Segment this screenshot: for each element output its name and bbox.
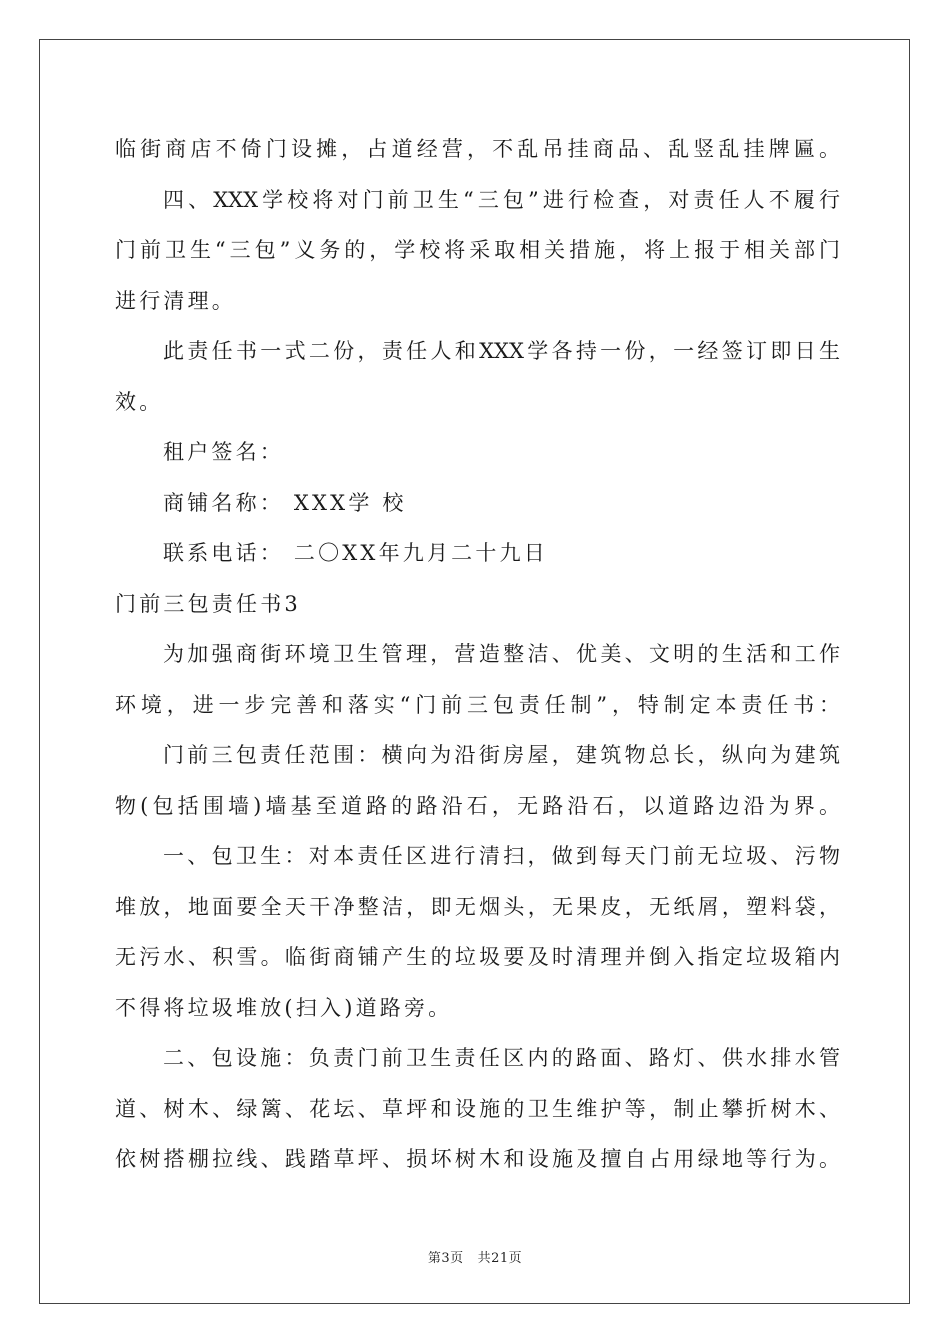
signature-field-phone: 联系电话： 二〇XX年九月二十九日 — [163, 541, 548, 565]
page-number: 第3页 — [427, 1251, 464, 1266]
document-body — [115, 124, 840, 1185]
paragraph-line: 环境，进一步完善和落实“门前三包责任制”，特制定本责任书： — [115, 692, 840, 717]
paragraph-line: 一、包卫生：对本责任区进行清扫，做到每天门前无垃圾、污物 — [163, 844, 840, 868]
paragraph-line: 门前卫生“三包”义务的，学校将采取相关措施，将上报于相关部门 — [115, 238, 840, 262]
paragraph-line: 物(包括围墙)墙基至道路的路沿石，无路沿石，以道路边沿为界。 — [115, 793, 840, 818]
paragraph-line: 临街商店不倚门设摊，占道经营，不乱吊挂商品、乱竖乱挂牌匾。 — [115, 137, 840, 161]
paragraph-line: 无污水、积雪。临街商铺产生的垃圾要及时清理并倒入指定垃圾箱内 — [115, 945, 840, 969]
paragraph-line: 不得将垃圾堆放(扫入)道路旁。 — [115, 995, 453, 1020]
paragraph-line: 二、包设施：负责门前卫生责任区内的路面、路灯、供水排水管 — [163, 1046, 840, 1070]
paragraph-line: 道、树木、绿篱、花坛、草坪和设施的卫生维护等，制止攀折树木、 — [115, 1096, 840, 1121]
paragraph-line: 堆放，地面要全天干净整洁，即无烟头，无果皮，无纸屑，塑料袋， — [115, 894, 840, 919]
signature-field-tenant: 租户签名： — [163, 440, 284, 464]
section-title: 门前三包责任书3 — [115, 591, 301, 616]
paragraph-line: 依树搭棚拉线、践踏草坪、损坏树木和设施及擅自占用绿地等行为。 — [115, 1147, 840, 1171]
signature-field-shop: 商铺名称： XXX学 校 — [163, 490, 407, 515]
paragraph-line: 效。 — [115, 389, 164, 414]
paragraph-line: 门前三包责任范围：横向为沿街房屋，建筑物总长，纵向为建筑 — [163, 743, 840, 767]
page-total: 共21页 — [477, 1251, 523, 1266]
paragraph-line: 此责任书一式二份，责任人和XXX学各持一份，一经签订即日生 — [163, 339, 840, 363]
paragraph-line: 四、XXX学校将对门前卫生“三包”进行检查，对责任人不履行 — [163, 187, 840, 212]
page-footer — [0, 1247, 950, 1266]
paragraph-line: 为加强商街环境卫生管理，营造整洁、优美、文明的生活和工作 — [163, 642, 840, 666]
paragraph-line: 进行清理。 — [115, 288, 236, 313]
